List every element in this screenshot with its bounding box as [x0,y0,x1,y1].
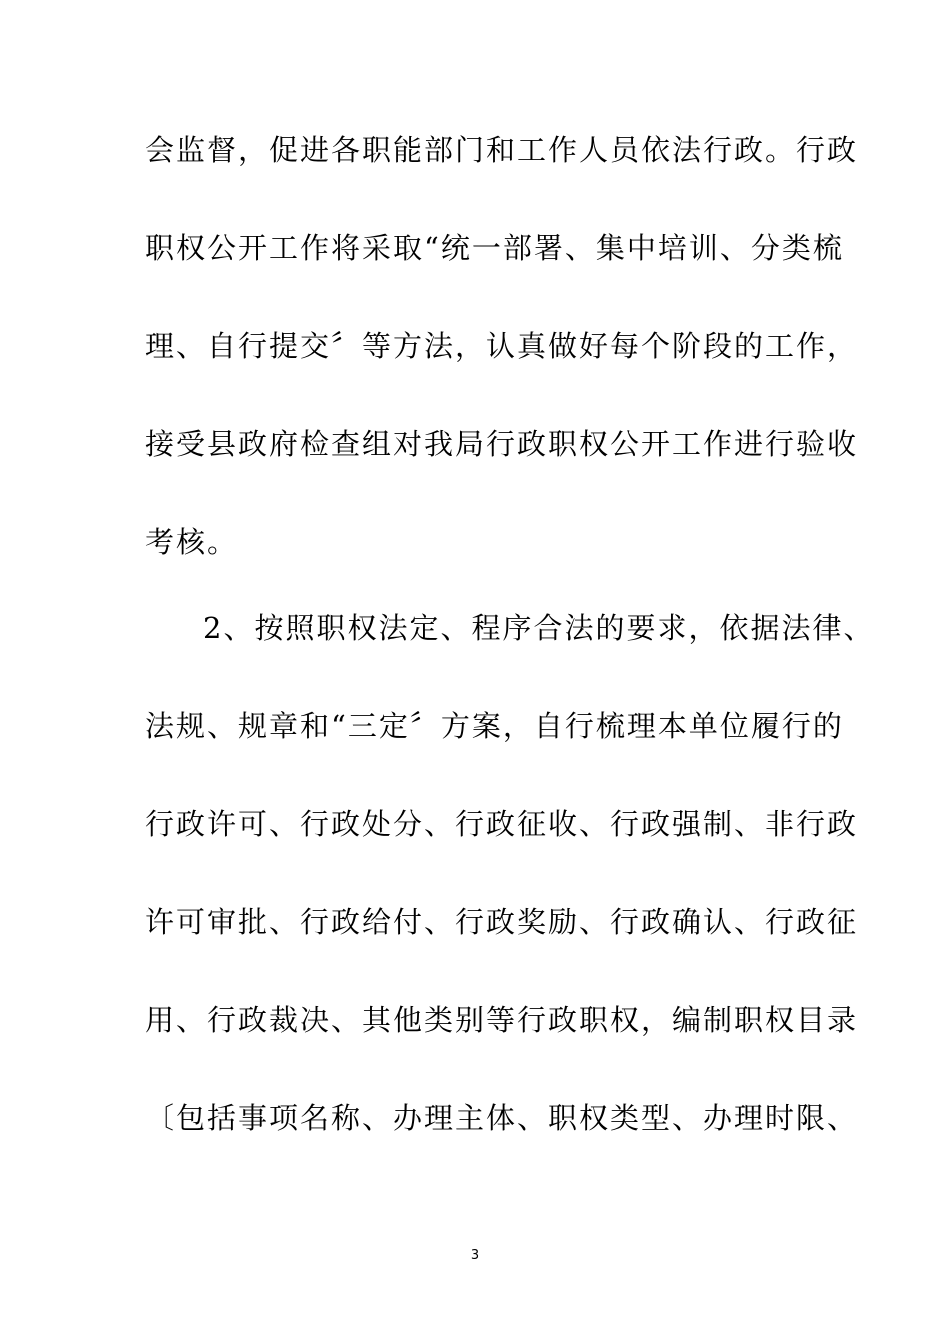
text-line-2: 职权公开工作将采取“统一部署、集中培训、分类梳 [145,231,844,265]
paragraph-2-line-1: 2、按照职权法定、程序合法的要求，依据法律、 [203,611,875,645]
text-line-11: 〔包括事项名称、办理主体、职权类型、办理时限、 [145,1101,859,1135]
text-line-10: 用、行政裁决、其他类别等行政职权，编制职权目录 [145,1003,859,1037]
page-number: 3 [470,1248,480,1263]
text-line-5: 考核。 [145,525,239,559]
text-line-3: 理、自行提交〞等方法，认真做好每个阶段的工作， [145,329,859,363]
text-line-8: 行政许可、行政处分、行政征收、行政强制、非行政 [145,807,859,841]
text-line-4: 接受县政府检查组对我局行政职权公开工作进行验收 [145,427,859,461]
text-line-1: 会监督，促进各职能部门和工作人员依法行政。行政 [145,133,859,167]
text-line-7: 法规、规章和“三定〞方案，自行梳理本单位履行的 [145,709,844,743]
text-line-9: 许可审批、行政给付、行政奖励、行政确认、行政征 [145,905,859,939]
